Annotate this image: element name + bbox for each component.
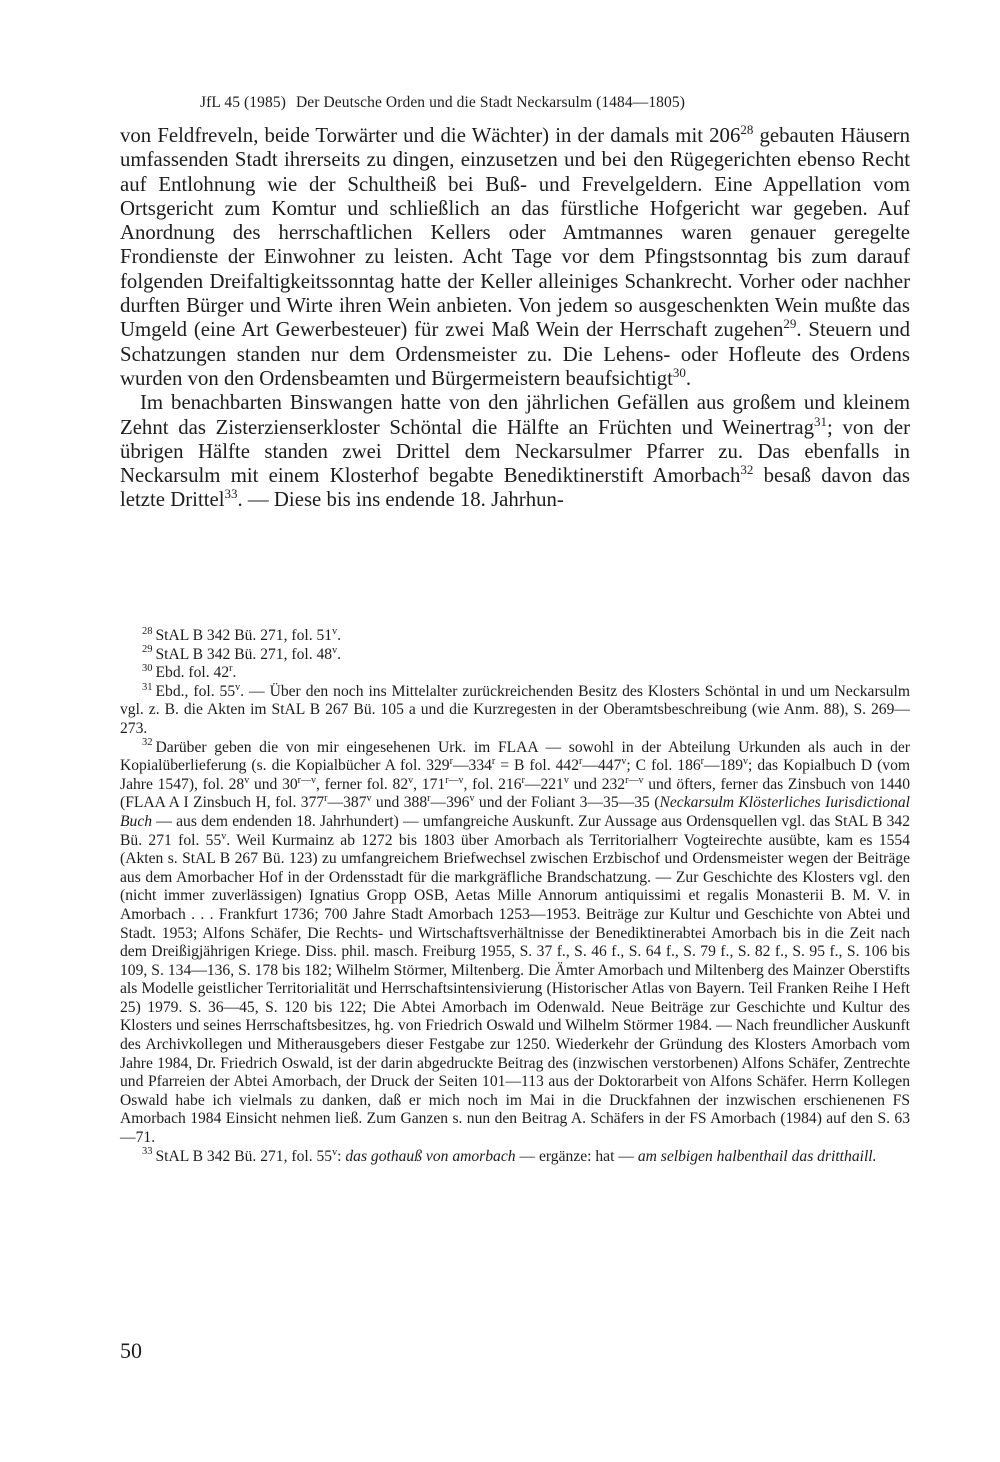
footnote-ref[interactable]: 28 [740, 122, 754, 138]
footnote-text: und 388 [371, 794, 428, 812]
footnote-text: und der Foliant 3—35—35 ( [474, 794, 660, 812]
running-header [200, 94, 840, 112]
footnote-ref[interactable]: 31 [814, 413, 828, 429]
footnote-text: . — Über den noch ins Mittelalter zurückreichenden Besitz des Klosters Schöntal in und um Neckarsulm vgl. z. B. die Akten im StAL B 267 Bü. 105 a und die Kurzregesten in der Oberamtsbeschreibung (wie Anm. 88), S. 269—273. [120, 682, 910, 737]
footnote-ref[interactable]: 29 [783, 316, 797, 332]
folio-mark: v [366, 793, 372, 805]
folio-mark: v [469, 793, 475, 805]
footnote-28 [120, 627, 910, 646]
folio-mark: v [332, 625, 338, 637]
footnote-33 [120, 1148, 910, 1167]
footnote-30 [120, 664, 910, 683]
folio-mark: r [449, 755, 453, 767]
text-run: . — Diese bis ins endende 18. Jahrhun- [237, 488, 564, 512]
footnote-ref[interactable]: 32 [740, 462, 754, 478]
footnote-text: —334 [452, 757, 492, 775]
footnote-number: 29 [142, 644, 153, 656]
folio-mark: r [229, 663, 233, 674]
footnote-text: —189 [704, 757, 743, 775]
folio-mark: r [700, 755, 705, 767]
footnote-text: StAL B 342 Bü. 271, fol. 51 [155, 627, 333, 644]
footnote-text: , ferner fol. 82 [316, 775, 409, 793]
footnote-ref[interactable]: 33 [224, 486, 238, 502]
italic-quote: am selbigen halbenthail das dritthaill. [637, 1147, 877, 1165]
page-number: 50 [120, 1338, 142, 1363]
footnote-text: und 30 [249, 775, 298, 793]
folio-mark: v [332, 1146, 338, 1158]
text-run: . [685, 366, 692, 390]
text-run: besaß davon das letzte Drittel [120, 464, 911, 512]
folio-mark: v [563, 774, 569, 786]
footnote-32 [120, 739, 910, 1148]
folio-mark: r [427, 793, 431, 805]
footnote-29 [120, 646, 910, 665]
footnote-text: . [337, 645, 342, 663]
paragraph [120, 124, 910, 391]
footnote-text: —221 [524, 775, 564, 793]
footnote-text: —447 [582, 757, 622, 775]
text-run: von Feldfreveln, beide Torwärter und die Wächter) in der damals mit 206 [120, 124, 741, 147]
footnotes [120, 627, 910, 1166]
footnote-number: 28 [142, 625, 153, 637]
footnote-text: — aus dem endenden 18. Jahrhundert) — umfangreiche Auskunft. Zur Aussage aus Ordensquellen vgl. das StAL B 342 Bü. 271 fol. 55 [120, 812, 910, 849]
footnote-text: : [337, 1147, 346, 1165]
header-title: Der Deutsche Orden und die Stadt Neckarsulm (1484—1805) [295, 94, 685, 111]
footnote-text: , fol. 216 [463, 775, 522, 793]
folio-mark: v [235, 681, 241, 693]
footnote-text: —396 [430, 794, 470, 812]
footnote-text: —387 [327, 794, 367, 812]
footnote-number: 32 [142, 737, 153, 749]
folio-mark: v [743, 755, 748, 767]
footnote-text: . [337, 627, 342, 644]
folio-mark: r [491, 755, 496, 767]
footnote-text: StAL B 342 Bü. 271, fol. 55 [155, 1147, 333, 1165]
footnote-text: . [232, 664, 237, 682]
footnote-text: Ebd., fol. 55 [155, 682, 236, 700]
folio-mark: r—v [445, 774, 464, 786]
footnote-number: 33 [142, 1146, 153, 1158]
folio-mark: r [579, 755, 583, 767]
folio-mark: v [408, 774, 414, 786]
footnote-text: StAL B 342 Bü. 271, fol. 48 [155, 645, 333, 663]
footnote-text: , 171 [413, 775, 446, 793]
text-run: Im benachbarten Binswangen hatte von den jährlichen Gefällen aus großem und kleinem Zehnt das Zisterzienserkloster Schöntal die Hälfte an Früchten und Weinertrag [120, 391, 910, 439]
footnote-text: Darüber geben die von mir eingesehenen Urk. im FLAA — sowohl in der Abteilung Urkunden als auch in der Kopialüberlieferung (s. die Kopialbücher A fol. 329 [120, 738, 910, 775]
footnote-ref[interactable]: 30 [672, 365, 686, 381]
folio-mark: v [621, 755, 627, 767]
footnote-text: — ergänze: hat — [515, 1147, 638, 1165]
footnote-number: 30 [142, 663, 153, 674]
folio-mark: r—v [625, 774, 644, 786]
footnote-text: . Weil Kurmainz ab 1272 bis 1803 über Amorbach als Territorialherr Vogteirechte ausübte, kam es 1554 (Akten s. StAL B 267 Bü. 123) zu umfangreichem Briefwechsel zwischen Erzbischof und Ordensmeister wegen der Beiträge aus dem Amorbacher Hof in der Ordensstadt für die markgräfliche Brandschatzung. — Zur Geschichte des Klosters vgl. den (nicht immer zuverlässigen) Ignatius Gropp OSB, Aetas Mille Annorum antiquissimi et regalis Monasterii B. M. V. in Amorbach . . . Frankfurt 1736; 700 Jahre Stadt Amorbach 1253—1953. Beiträge zur Kultur und Geschichte von Abtei und Stadt. 1953; Alfons Schäfer, Die Rechts- und Wirtschaftsverhältnisse der Benediktinerabtei Amorbach bis in die Zeit nach dem Dreißigjährigen Kriege. Diss. phil. masch. Freiburg 1955, S. 37 f., S. 46 f., S. 64 f., S. 79 f., S. 82 f., S. 95 f., S. 106 bis 109, S. 134—136, S. 178 bis 182; Wilhelm Störmer, Miltenberg. Die Ämter Amorbach und Miltenberg des Mainzer Oberstifts als Modelle geistlicher Territorialität und Herrschaftsintensivierung (Historischer Atlas von Bayern. Teil Franken Reihe I Heft 25) 1979. S. 36—45, S. 120 bis 122; Die Abtei Amorbach im Odenwald. Neue Beiträge zur Geschichte und Kultur des Klosters und seines Herrschaftsbesitzes, hg. von Friedrich Oswald und Wilhelm Störmer 1984. — Nach freundlicher Auskunft des Archivkollegen und Mitherausgebers dieser Festgabe zur 1250. Wiederkehr der Gründung des Klosters Amorbach vom Jahre 1984, Dr. Friedrich Oswald, ist der darin abgedruckte Beitrag des (inzwischen verstorbenen) Alfons Schäfer, Zentrechte und Pfarreien der Abtei Amorbach, der Druck der Seiten 101—113 aus der Doktorarbeit von Alfons Schäfer. Herrn Kollegen Oswald habe ich vielmals zu danken, daß er mich noch im Mai in die Druckfahnen der inzwischen erschienenen FS Amorbach 1984 Einsicht nehmen ließ. Zum Ganzen s. nun den Beitrag A. Schäfers in der FS Amorbach (1984) auf den S. 63—71. [120, 831, 911, 1147]
footnote-text: = B fol. 442 [495, 757, 580, 775]
footnote-text: ; C fol. 186 [626, 757, 701, 775]
footnote-text: Ebd. fol. 42 [155, 664, 230, 682]
footnote-text: und 232 [568, 775, 626, 793]
footnote-text: ; das Kopialbuch D (vom Jahre 1547), fol. 28 [120, 757, 910, 793]
folio-mark: r [521, 774, 525, 786]
italic-quote: das gothauß von amorbach [345, 1147, 516, 1165]
footnote-number: 31 [142, 681, 153, 693]
folio-mark: r [324, 793, 328, 805]
footnote-text: und öfters, ferner das Zinsbuch von 1440 (FLAA A I Zinsbuch H, fol. 377 [120, 775, 911, 812]
folio-mark: r—v [297, 774, 317, 786]
paragraph [120, 391, 910, 512]
italic-title: Neckarsulm Klösterliches Iurisdictional Buch [120, 794, 911, 830]
folio-mark: v [244, 774, 250, 786]
text-run: ; von der übrigen Hälfte standen zwei Drittel dem Neckarsulmer Pfarrer zu. Das ebenfalls in Neckarsulm mit einem Klosterhof begabte Benediktinerstift Amorbach [120, 415, 911, 488]
folio-mark: v [332, 644, 338, 656]
text-run: gebauten Häusern umfassenden Stadt ihrerseits zu dingen, einzusetzen und bei den Rügegerichten ebenso Recht auf Entlohnung wie der Schultheiß bei Buß- und Frevelgeldern. Eine Appellation vom Ortsgericht zum Komtur und schließlich an das fürstliche Hofgericht war gegeben. Auf Anordnung des herrschaftlichen Kellers oder Amtmannes waren genauer geregelte Frondienste der Einwohner zu leisten. Acht Tage vor dem Pfingstsonntag bis zum darauf folgenden Dreifaltigkeitssonntag hatte der Keller alleiniges Schankrecht. Vorher oder nachher durften Bürger und Wirte ihren Wein anbieten. Von jedem so ausgeschenkten Wein mußte das Umgeld (eine Art Gewerbesteuer) für zwei Maß Wein der Herrschaft zugehen [120, 124, 910, 342]
folio-mark: v [221, 830, 227, 842]
text-run: . Steuern und Schatzungen standen nur dem Ordensmeister zu. Die Lehens- oder Hofleute des Ordens wurden von den Ordensbeamten und Bürgermeistern beaufsichtigt [120, 318, 910, 390]
main-text [120, 124, 910, 513]
footnote-31 [120, 683, 910, 739]
header-journal: JfL 45 (1985) [200, 94, 286, 111]
